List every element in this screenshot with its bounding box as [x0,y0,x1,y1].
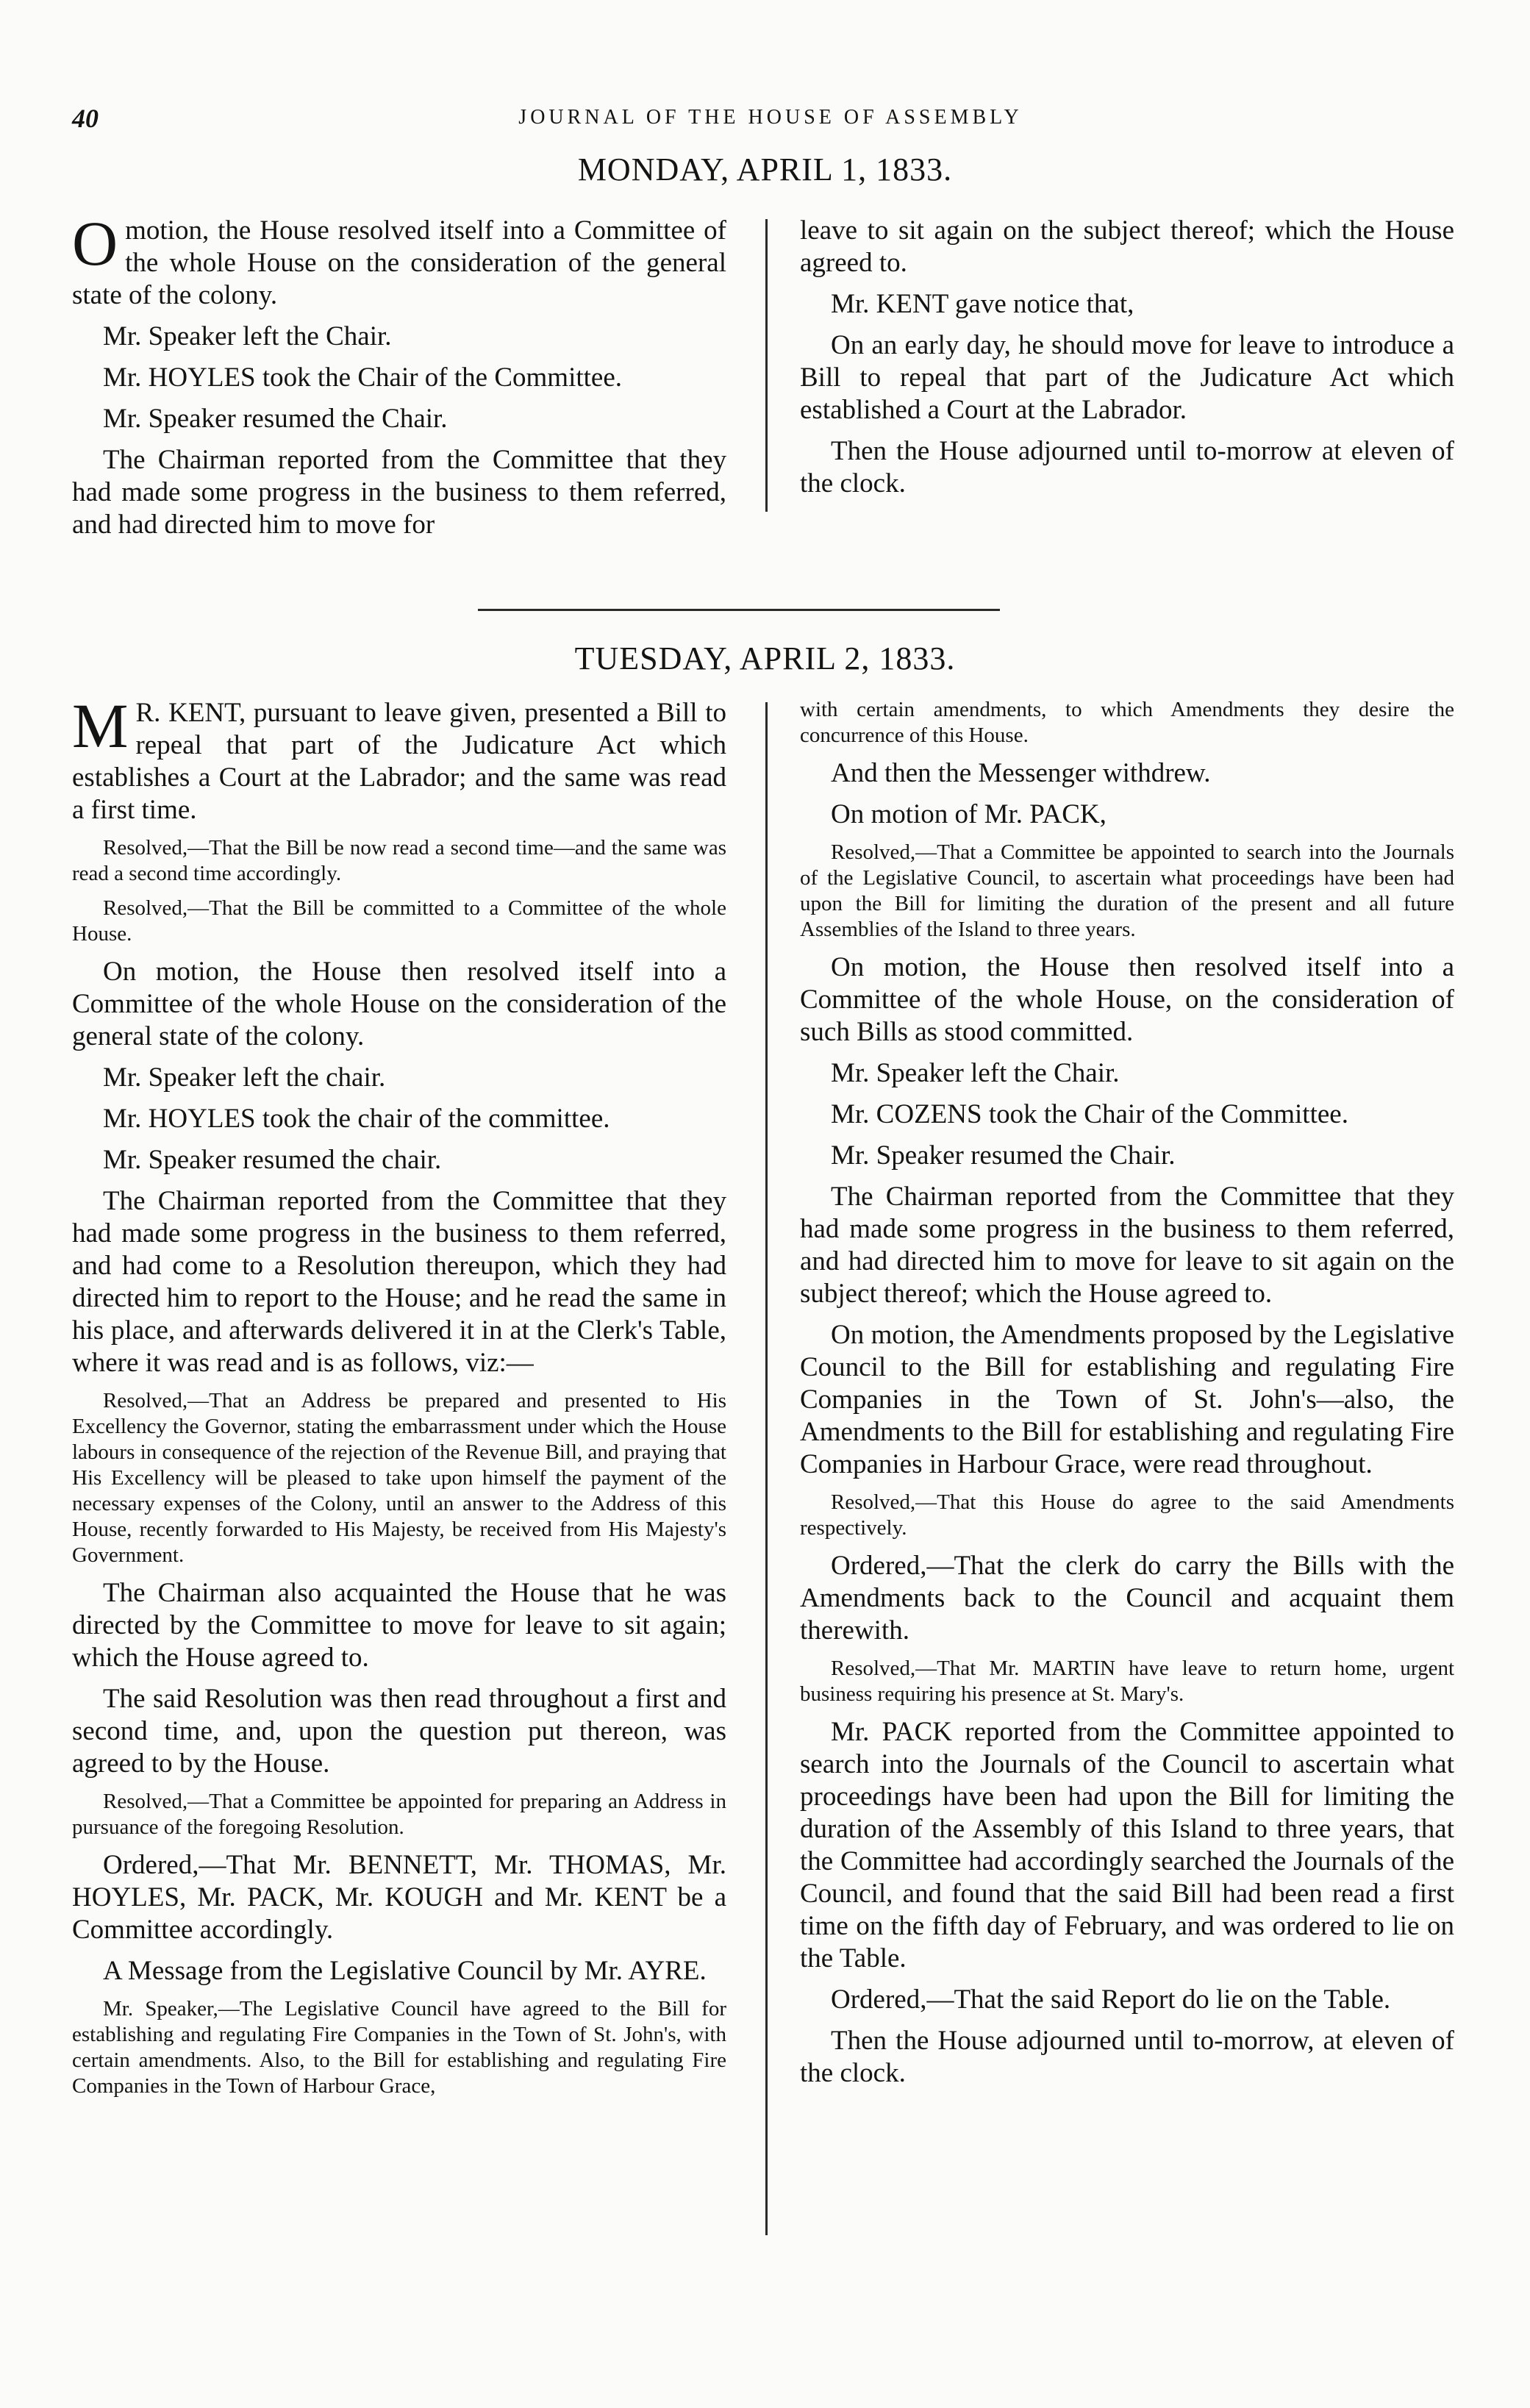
tuesday-paragraph: Ordered,—That the clerk do carry the Bills with the Amendments back to the Council and acquaint them therewith. [800,1551,1454,1646]
tuesday-right-column [800,697,1454,2098]
tuesday-paragraph: with certain amendments, to which Amendments they desire the concurrence of this House. [800,698,1454,747]
monday-paragraph: Mr. HOYLES took the Chair of the Committee. [103,362,622,393]
tuesday-paragraph: The Chairman reported from the Committee that they had made some progress in the business to them referred, and had directed him to move for leave to sit again on the subject thereof; which the House agreed to. [800,1182,1454,1309]
monday-paragraph: Mr. Speaker resumed the Chair. [103,404,448,434]
tuesday-paragraph: R. KENT, pursuant to leave given, presented a Bill to repeal that part of the Judicature Act which establishes a Court at the Labrador; and the same was read a first time. [72,698,726,825]
tuesday-paragraph: And then the Messenger withdrew. [831,758,1211,788]
tuesday-paragraph: Ordered,—That the said Report do lie on the Table. [831,1984,1391,2015]
tuesday-paragraph: On motion, the Amendments proposed by the Legislative Council to the Bill for establishing and regulating Fire Companies in the Town of St. John's—also, the Amendments to the Bill for establishing and regulating Fire Companies in Harbour Grace, were read throughout. [800,1320,1454,1479]
page-number: 40 [72,104,99,133]
tuesday-paragraph: Mr. COZENS took the Chair of the Committee. [831,1099,1348,1129]
tuesday-paragraph: Mr. Speaker left the chair. [103,1062,386,1093]
tuesday-paragraph: On motion, the House then resolved itself into a Committee of the whole House on the consideration of the general state of the colony. [72,957,726,1051]
monday-left-column [72,208,726,550]
tuesday-paragraph: The said Resolution was then read throughout a first and second time, and, upon the question put thereon, was agreed to by the House. [72,1684,726,1779]
tuesday-left-column [72,690,726,2108]
monday-heading: MONDAY, APRIL 1, 1833. [577,151,953,187]
tuesday-paragraph: Ordered,—That Mr. BENNETT, Mr. THOMAS, Mr. HOYLES, Mr. PACK, Mr. KOUGH and Mr. KENT be a Committee accordingly. [72,1850,726,1945]
tuesday-paragraph: Mr. Speaker resumed the Chair. [831,1140,1176,1171]
tuesday-paragraph: Resolved,—That an Address be prepared and presented to His Excellency the Governor, stating the embarrassment under which the House labours in consequence of the rejection of the Revenue Bill, and praying that His Excellency will be pleased to take upon himself the payment of the necessary expenses of the Colony, until an answer to the Address of this House, recently forwarded to His Majesty, be received from His Majesty's Government. [72,1389,726,1567]
monday-dropcap: O [72,208,118,279]
tuesday-dropcap: M [72,690,129,761]
tuesday-paragraph: The Chairman reported from the Committee that they had made some progress in the business to them referred, and had come to a Resolution thereupon, which they had directed him to report to the House; and he read the same in his place, and afterwards delivered it in at the Clerk's Table, where it was read and is as follows, viz:— [72,1186,726,1378]
tuesday-paragraph: On motion, the House then resolved itself into a Committee of the whole House, on the consideration of such Bills as stood committed. [800,952,1454,1047]
tuesday-heading: TUESDAY, APRIL 2, 1833. [574,640,956,676]
monday-paragraph: On an early day, he should move for leave to introduce a Bill to repeal that part of the Judicature Act which established a Court at the Labrador. [800,330,1454,425]
tuesday-paragraph: Mr. PACK reported from the Committee appointed to search into the Journals of the Council to ascertain what proceedings have been had upon the Bill for limiting the duration of the Assembly of this Island to three years, that the Committee had accordingly searched the Journals of the Council, and found that the said Bill had been read a first time on the fifth day of February, and was ordered to lie on the Table. [800,1717,1454,1973]
tuesday-paragraph: Mr. Speaker resumed the chair. [103,1145,442,1175]
tuesday-paragraph: Mr. Speaker left the Chair. [831,1058,1120,1088]
tuesday-paragraph: Resolved,—That Mr. MARTIN have leave to return home, urgent business requiring his presence at St. Mary's. [800,1657,1454,1706]
tuesday-paragraph: A Message from the Legislative Council by Mr. AYRE. [103,1956,707,1986]
tuesday-paragraph: Resolved,—That a Committee be appointed to search into the Journals of the Legislative Council, to ascertain what proceedings have been had upon the Bill for limiting the duration of the present and all future Assemblies of the Island to three years. [800,840,1454,941]
column-divider [765,702,768,2235]
section-divider [478,609,1000,611]
tuesday-paragraph: Mr. Speaker,—The Legislative Council have agreed to the Bill for establishing and regulating Fire Companies in the Town of St. John's, with certain amendments. Also, to the Bill for establishing and regulating Fire Companies in the Town of Harbour Grace, [72,1997,726,2098]
monday-paragraph: The Chairman reported from the Committee that they had made some progress in the business to them referred, and had directed him to move for [72,445,726,540]
monday-paragraph: motion, the House resolved itself into a Committee of the whole House on the consideration of the general state of the colony. [72,215,726,310]
monday-right-column [800,215,1454,509]
tuesday-paragraph: Resolved,—That the Bill be committed to a Committee of the whole House. [72,896,726,946]
tuesday-paragraph: Resolved,—That a Committee be appointed for preparing an Address in pursuance of the foregoing Resolution. [72,1790,726,1839]
tuesday-paragraph: Mr. HOYLES took the chair of the committee. [103,1104,610,1134]
tuesday-paragraph: The Chairman also acquainted the House that he was directed by the Committee to move for leave to sit again; which the House agreed to. [72,1578,726,1673]
tuesday-paragraph: Resolved,—That this House do agree to the said Amendments respectively. [800,1490,1454,1540]
journal-title: JOURNAL OF THE HOUSE OF ASSEMBLY [518,106,1023,129]
monday-paragraph: Mr. KENT gave notice that, [831,289,1134,319]
column-divider [765,219,768,512]
running-head [72,103,1469,140]
monday-paragraph: Then the House adjourned until to-morrow at eleven of the clock. [800,436,1454,499]
monday-paragraph: leave to sit again on the subject thereof; which the House agreed to. [800,215,1454,278]
tuesday-paragraph: On motion of Mr. PACK, [831,799,1107,829]
tuesday-paragraph: Resolved,—That the Bill be now read a second time—and the same was read a second time accordingly. [72,836,726,885]
tuesday-paragraph: Then the House adjourned until to-morrow, at eleven of the clock. [800,2026,1454,2088]
monday-paragraph: Mr. Speaker left the Chair. [103,321,392,351]
